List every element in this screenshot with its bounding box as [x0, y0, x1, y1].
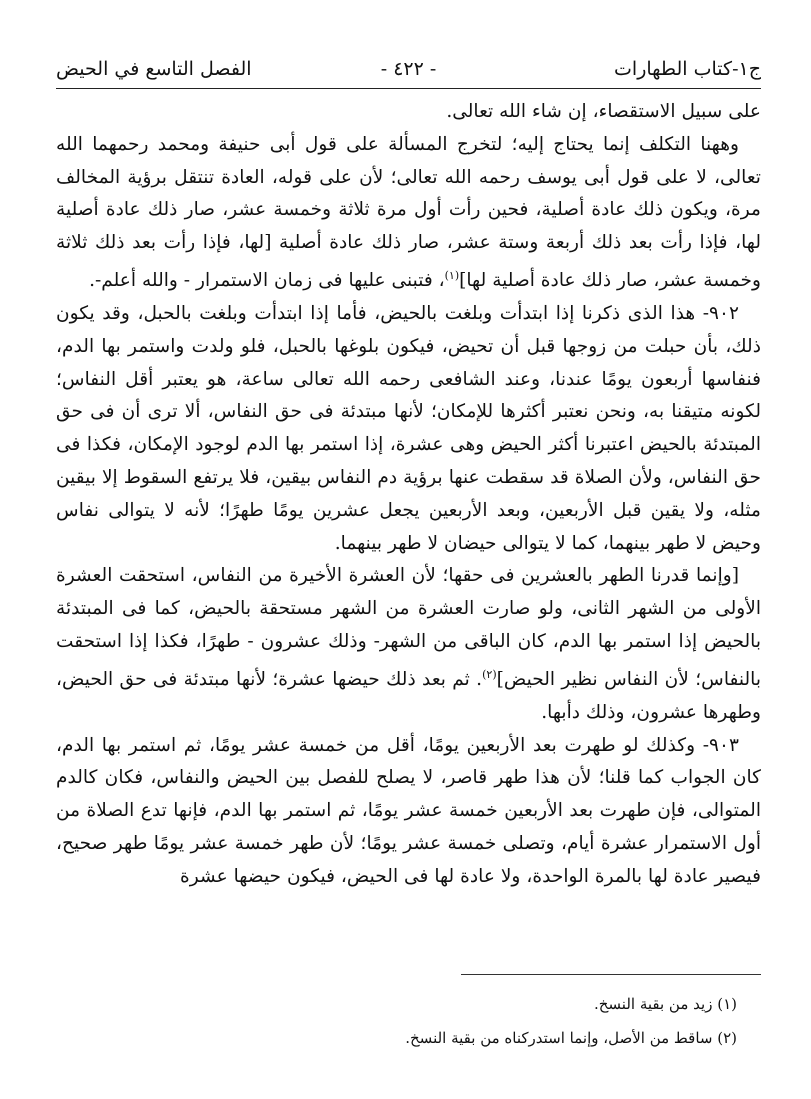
footnote-divider	[461, 974, 761, 975]
header-chapter-title: الفصل التاسع في الحيض	[56, 58, 252, 80]
header-page-number: - ٤٢٢ -	[380, 58, 437, 80]
paragraph-4-tail: . ثم بعد ذلك حيضها عشرة؛ لأنها مبتدئة فى حق الحيض، وطهرها عشرون، وذلك دأبها.	[56, 668, 761, 723]
header-book-title: ج١-كتاب الطهارات	[614, 58, 761, 80]
main-text	[56, 96, 761, 894]
running-header	[56, 58, 761, 88]
footnote-1: (١) زيد من بقية النسخ.	[593, 995, 737, 1013]
footnotes	[56, 990, 751, 1058]
paragraph-2	[56, 129, 761, 298]
paragraph-2-text: وههنا التكلف إنما يحتاج إليه؛ لتخرج المسألة على قول أبى حنيفة ومحمد رحمهما الله تعالى، لا على قول أبى يوسف رحمه الله تعالى؛ لأن على قوله، العادة تنتقل برؤية المخالف مرة، ويكون ذلك عادة أصلية، فحين رأت أول مرة ثلاثة وخمسة عشر، صار ذلك عادة أصلية لها، فإذا رأت بعد ذلك أربعة وستة عشر، صار ذلك عادة أصلية [لها، فإذا رأت بعد ذلك ثلاثة وخمسة عشر، صار ذلك عادة أصلية لها]	[56, 133, 761, 292]
header-divider	[56, 88, 761, 89]
paragraph-902: ٩٠٢- هذا الذى ذكرنا إذا ابتدأت وبلغت بالحيض، فأما إذا ابتدأت وبلغت بالحبل، وقد يكون ذلك، بأن حبلت من زوجها قبل أن تحيض، فيكون بلوغها بالحبل، فلو ولدت واستمر بها الدم، فنفاسها أربعون يومًا عندنا، وعند الشافعى رحمه الله تعالى ساعة، هو يعتبر أقل النفاس؛ لكونه متيقنا به، ونحن نعتبر أكثرها للإمكان؛ لأنها مبتدئة فى حق النفاس، ألا ترى أن فى حق المبتدئة بالحيض اعتبرنا أكثر الحيض وهى عشرة، إذا استمر بها الدم لوجود الإمكان، فكذا فى حق النفاس، ولأن الصلاة قد سقطت عنها برؤية دم النفاس بيقين، فلا يرتفع السقوط إلا بيقين مثله، ولا يقين قبل الأربعين، وبعد الأربعين يجعل عشرين يومًا طهرًا؛ لأنه لا يتوالى نفاس وحيض لا طهر بينهما، كما لا يتوالى حيضان لا طهر بينهما.	[56, 302, 761, 554]
paragraph-1: على سبيل الاستقصاء، إن شاء الله تعالى.	[446, 101, 761, 122]
paragraph-903: ٩٠٣- وكذلك لو طهرت بعد الأربعين يومًا، أقل من خمسة عشر يومًا، ثم استمر بها الدم، كان الجواب كما قلنا؛ لأن هذا طهر قاصر، لا يصلح للفصل بين الحيض والنفاس، فكان كالدم المتوالى، فإن طهرت بعد الأربعين خمسة عشر يومًا، ثم استمر بها الدم، فإنها تدع الصلاة من أول الاستمرار عشرة أيام، وتصلى خمسة عشر يومًا؛ لأن طهر خمسة عشر يومًا طهر صحيح، فيصير عادة لها بالمرة الواحدة، ولا عادة لها فى الحيض، فيكون حيضها عشرة	[56, 734, 761, 887]
paragraph-4-text: [وإنما قدرنا الطهر بالعشرين فى حقها؛ لأن العشرة الأخيرة من النفاس، استحقت العشرة الأولى من الشهر الثانى، ولو صارت العشرة من الشهر مستحقة بالحيض، كما فى المبتدئة بالحيض إذا استمر بها الدم، كان الباقى من الشهر- وذلك عشرون - طهرًا، فكذا إذا استحقت بالنفاس؛ لأن النفاس نظير الحيض]	[56, 565, 762, 690]
paragraph-2-tail: ، فتبنى عليها فى زمان الاستمرار - والله أعلم-.	[89, 270, 445, 292]
footnote-ref-2: (٢)	[482, 667, 497, 681]
paragraph-4	[56, 560, 761, 729]
footnote-2: (٢) ساقط من الأصل، وإنما استدركناه من بقية النسخ.	[405, 1029, 737, 1047]
footnote-ref-1: (١)	[444, 268, 460, 282]
